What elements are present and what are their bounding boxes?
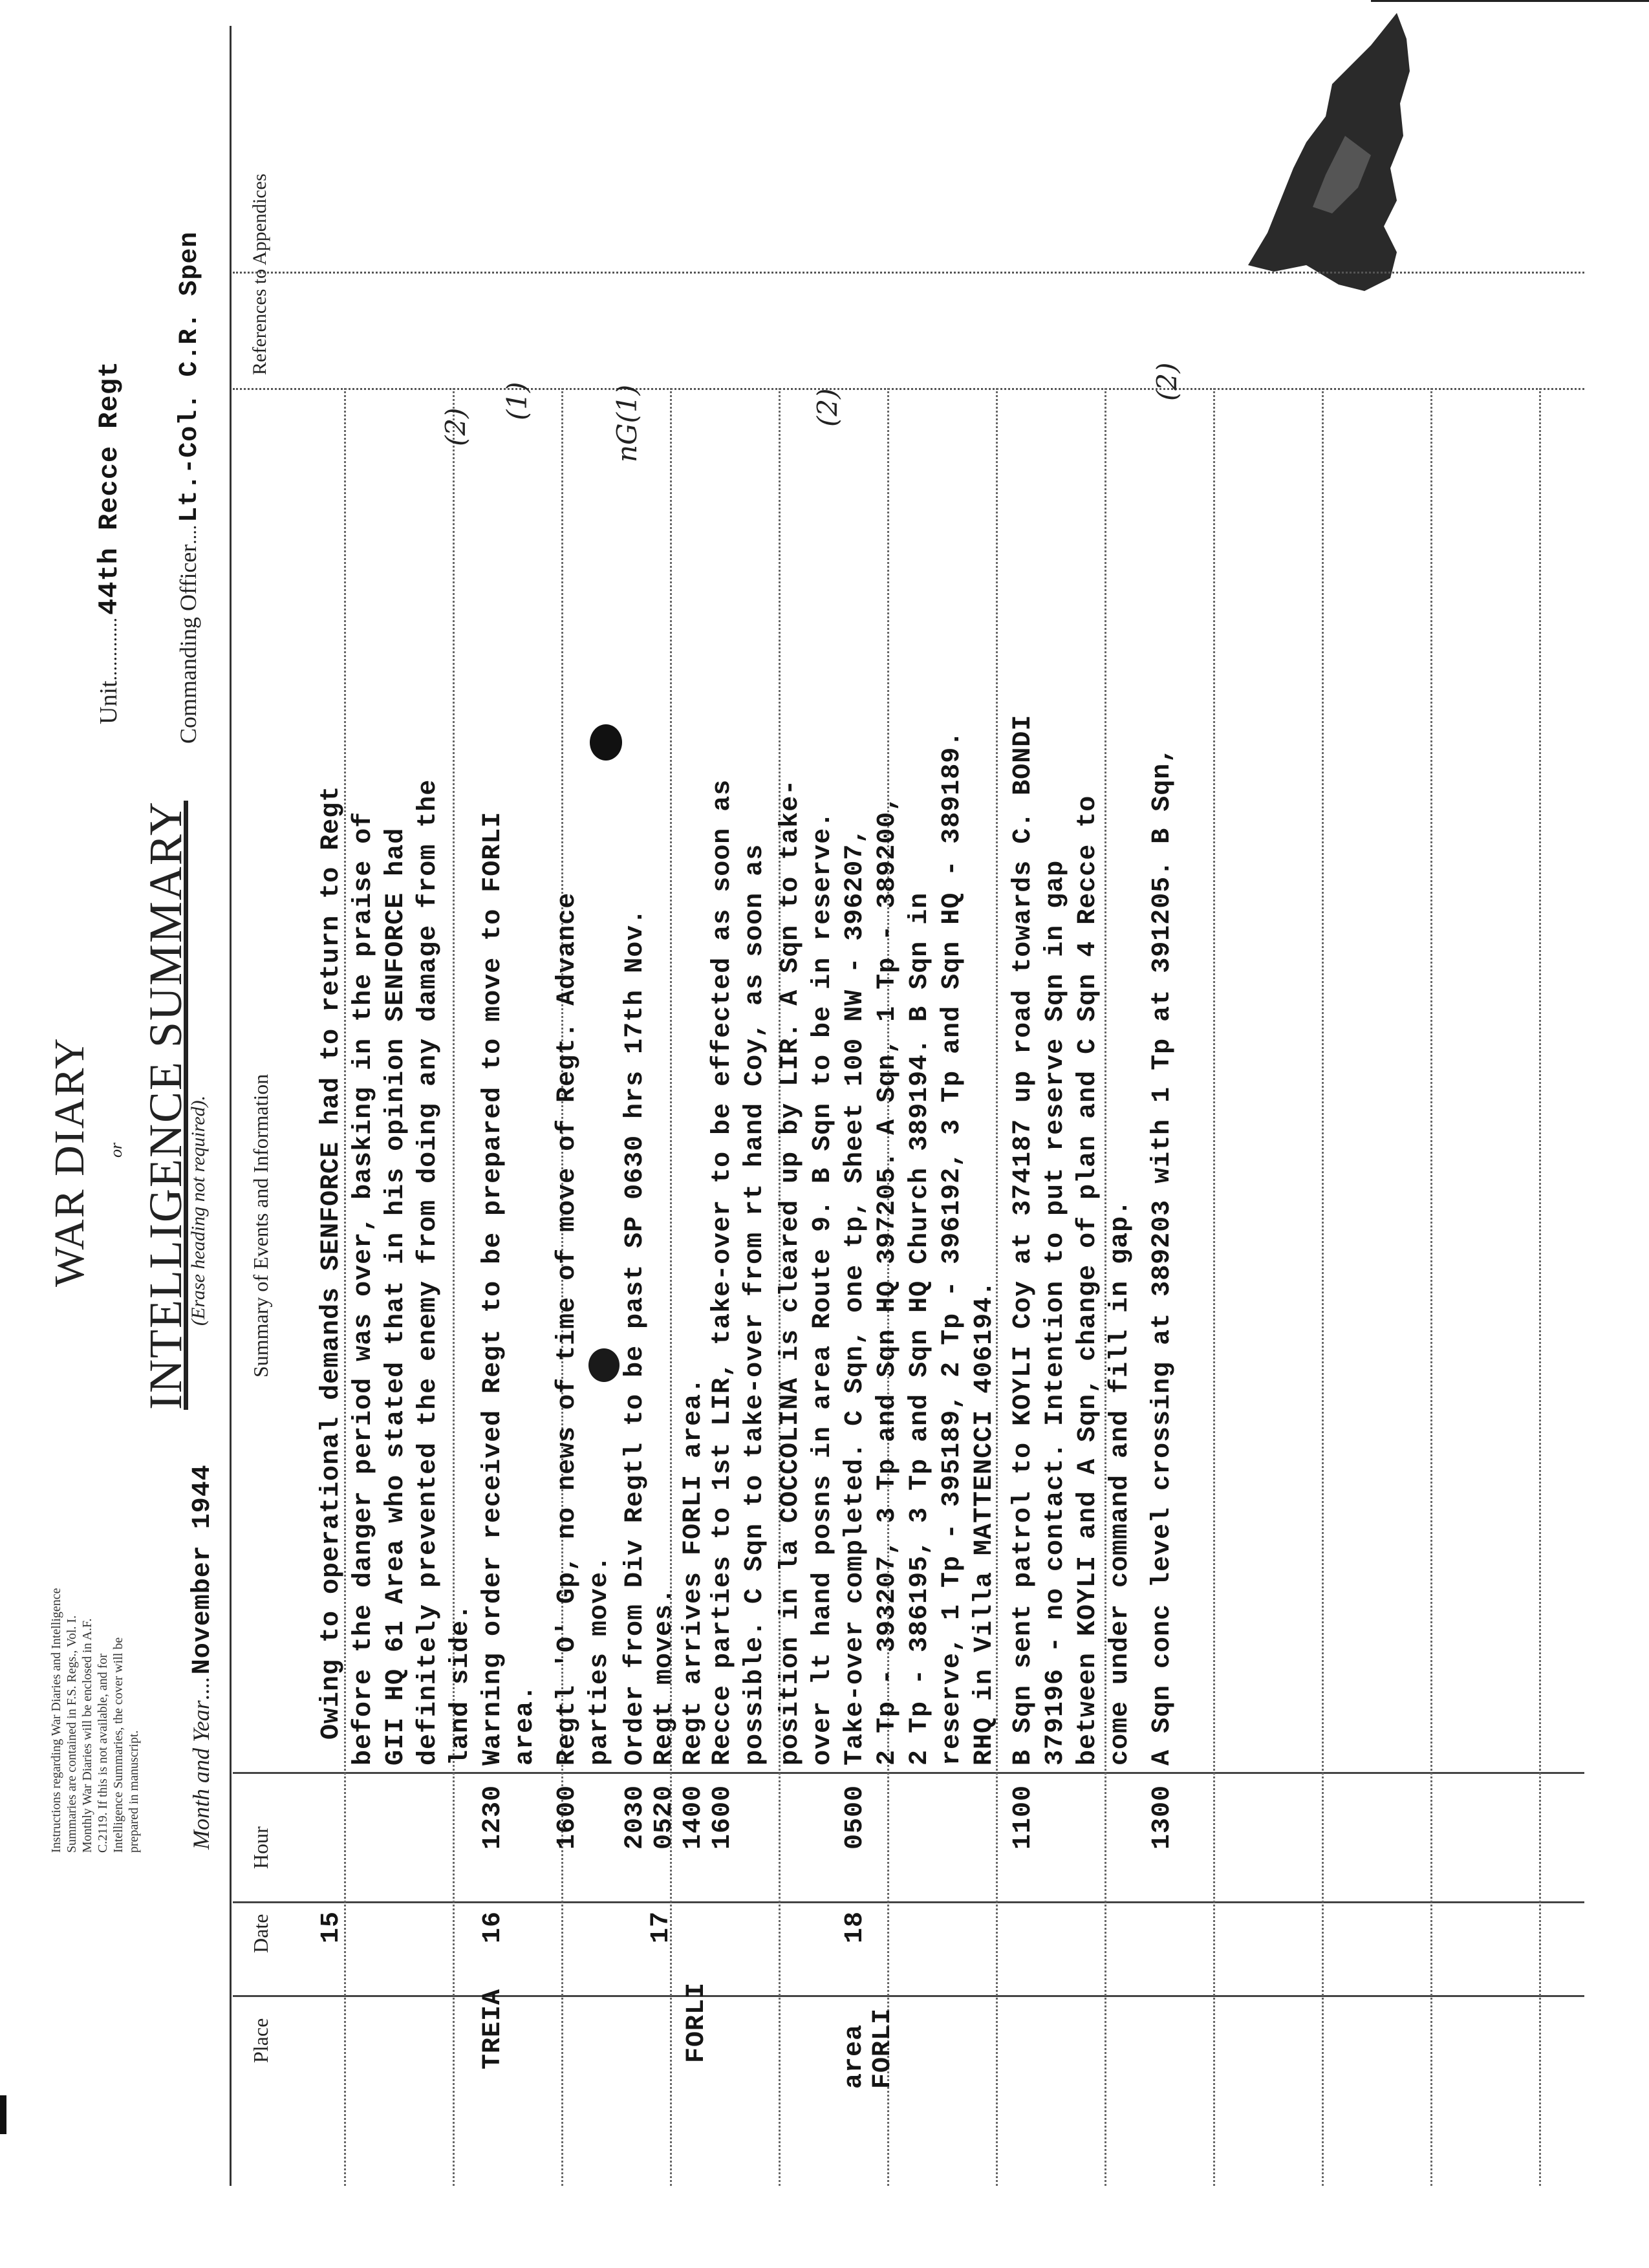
erase-note: (Erase heading not required). <box>188 1095 209 1326</box>
instructions-block <box>48 1588 142 1853</box>
col-references: References to Appendices <box>249 173 270 375</box>
entry-summary-line: RHQ in Villa MATTENCCI 406194. <box>970 1280 999 1766</box>
margin-ref: nG(1) <box>611 384 643 462</box>
row-rule <box>1213 388 1215 2186</box>
row-rule <box>453 388 455 2186</box>
entry-summary-line: between KOYLI and A Sqn, change of plan and C Sqn 4 Recce to <box>1073 795 1103 1766</box>
instruction-line: Intelligence Summaries, the cover will be <box>111 1637 125 1853</box>
entry-hour: 0500 <box>841 1784 870 1850</box>
entry-hour: 1600 <box>708 1784 737 1850</box>
month-year-value: November 1944 <box>188 1464 217 1675</box>
month-year-label: Month and Year <box>188 1700 214 1850</box>
entry-hour: 1300 <box>1148 1784 1177 1850</box>
instruction-line: prepared in manuscript. <box>127 1730 141 1853</box>
entry-summary-line: Regt arrives FORLI area. <box>679 1377 708 1766</box>
title: WAR DIARY <box>46 1037 93 1287</box>
entry-summary-line: 2 Tp - 393207, 3 Tp and Sqn HQ 397205. A Sqn, 1 Tp - 389200, <box>873 795 902 1766</box>
entry-date: 18 <box>841 1910 870 1943</box>
entry-summary-line: area. <box>511 1684 540 1766</box>
entry-hour: 2030 <box>621 1784 650 1850</box>
entry-summary-line: reserve, 1 Tp - 395189, 2 Tp - 396192, 3 Tp and Sqn HQ - 389189. <box>938 730 967 1766</box>
entry-hour: 1400 <box>679 1784 708 1850</box>
entry-summary-line: GII HQ 61 Area who stated that in his opinion SENFORCE had <box>382 827 411 1766</box>
entry-summary-line: come under command and fill in gap. <box>1106 1199 1135 1766</box>
co-label: Commanding Officer <box>175 544 201 744</box>
col-place: Place <box>249 2018 272 2063</box>
entry-hour: 1230 <box>479 1784 508 1850</box>
entry-date: 17 <box>647 1910 676 1943</box>
column-separator <box>233 388 1584 390</box>
entry-summary-line: Warning order received Regt to be prepared to move to FORLI <box>479 811 508 1766</box>
column-separator <box>233 272 1584 274</box>
margin-ref: (1) <box>501 382 533 420</box>
entry-summary-line: over lt hand posns in area Route 9. B Sqn to be in reserve. <box>808 811 837 1766</box>
entry-summary-line: parties move. <box>585 1555 614 1766</box>
entry-summary-line: Recce parties to 1st LIR, take-over to be effected as soon as <box>708 779 737 1766</box>
entry-summary-line: Order from Div Regtl to be past SP 0630 hrs 17th Nov. <box>621 908 650 1766</box>
co-value: Lt.-Col. C.R. Spen <box>175 231 204 523</box>
subtitle: INTELLIGENCE SUMMARY <box>140 801 191 1410</box>
margin-ref: (2) <box>812 388 843 427</box>
entry-summary-line: 379196 - no contact. Intention to put reserve Sqn in gap <box>1041 859 1070 1766</box>
margin-ref: (2) <box>1151 362 1183 401</box>
entry-summary-line: position in la COCCOLINA is cleared up by LIR. A Sqn to take- <box>776 779 805 1766</box>
entry-summary-line: before the danger period was over, basking in the praise of <box>349 811 378 1766</box>
punch-hole <box>590 724 622 761</box>
column-separator <box>233 1901 1584 1903</box>
unit-field: Unit............. 44th Recce Regt <box>94 360 125 724</box>
entry-summary-line: B Sqn sent patrol to KOYLI Coy at 374187 up road towards C. BONDI <box>1009 714 1038 1766</box>
col-date: Date <box>249 1914 272 1953</box>
margin-ref: (2) <box>440 407 471 446</box>
row-rule <box>1322 388 1324 2186</box>
entry-summary-line: Regtl 'O' Gp, no news of time of move of Regt. Advance <box>553 892 582 1766</box>
entry-summary-line: Owing to operational demands SENFORCE had to return to Regt <box>317 785 346 1740</box>
top-edge-line <box>1371 0 1649 2</box>
edge-mark <box>0 2095 6 2134</box>
header-rule <box>230 26 232 2186</box>
torn-corner-stain <box>1229 6 1423 310</box>
column-separator <box>233 1995 1584 1997</box>
entry-place: FORLI <box>682 1982 711 2063</box>
entry-date: 15 <box>317 1910 346 1943</box>
entry-summary-line: A Sqn conc level crossing at 389203 with 1 Tp at 391205. B Sqn, <box>1148 746 1177 1766</box>
entry-place: TREIA <box>479 1988 508 2069</box>
unit-value: 44th Recce Regt <box>94 360 125 615</box>
entry-date: 16 <box>479 1910 508 1943</box>
unit-label: Unit <box>95 680 122 724</box>
co-field: Commanding Officer.... Lt.-Col. C.R. Spen <box>175 231 204 744</box>
entry-summary-line: land side. <box>446 1603 475 1766</box>
column-separator <box>233 1772 1584 1774</box>
title-or: or <box>107 1142 125 1158</box>
instruction-line: Instructions regarding War Diaries and Intelligence <box>49 1588 63 1853</box>
month-year: Month and Year.... November 1944 <box>188 1464 217 1850</box>
instruction-line: Summaries are contained in F.S. Regs., Vol. I. <box>65 1615 79 1853</box>
entry-hour: 1600 <box>553 1784 582 1850</box>
entry-hour: 1100 <box>1009 1784 1038 1850</box>
col-summary: Summary of Events and Information <box>249 1074 272 1377</box>
entry-summary-line: definitely prevented the enemy from doing any damage from the <box>414 779 443 1766</box>
entry-summary-line: possible. C Sqn to take-over from rt hand Coy, as soon as <box>740 843 770 1766</box>
instruction-line: C.2119. If this is not available, and for <box>96 1653 110 1853</box>
entry-hour: 0520 <box>650 1784 679 1850</box>
entry-summary-line: 2 Tp - 386195, 3 Tp and Sqn HQ Church 389194. B Sqn in <box>905 892 934 1766</box>
punch-hole <box>588 1348 620 1382</box>
entry-summary-line: Regt moves. <box>650 1587 679 1766</box>
row-rule <box>1430 388 1432 2186</box>
instruction-line: Monthly War Diaries will be enclosed in A.F. <box>80 1618 94 1853</box>
entry-summary-line: Take-over completed. C Sqn, one tp, Sheet 100 NW - 396207, <box>841 827 870 1766</box>
col-hour: Hour <box>249 1826 272 1869</box>
row-rule <box>1539 388 1541 2186</box>
entry-place: area FORLI <box>840 2007 898 2089</box>
